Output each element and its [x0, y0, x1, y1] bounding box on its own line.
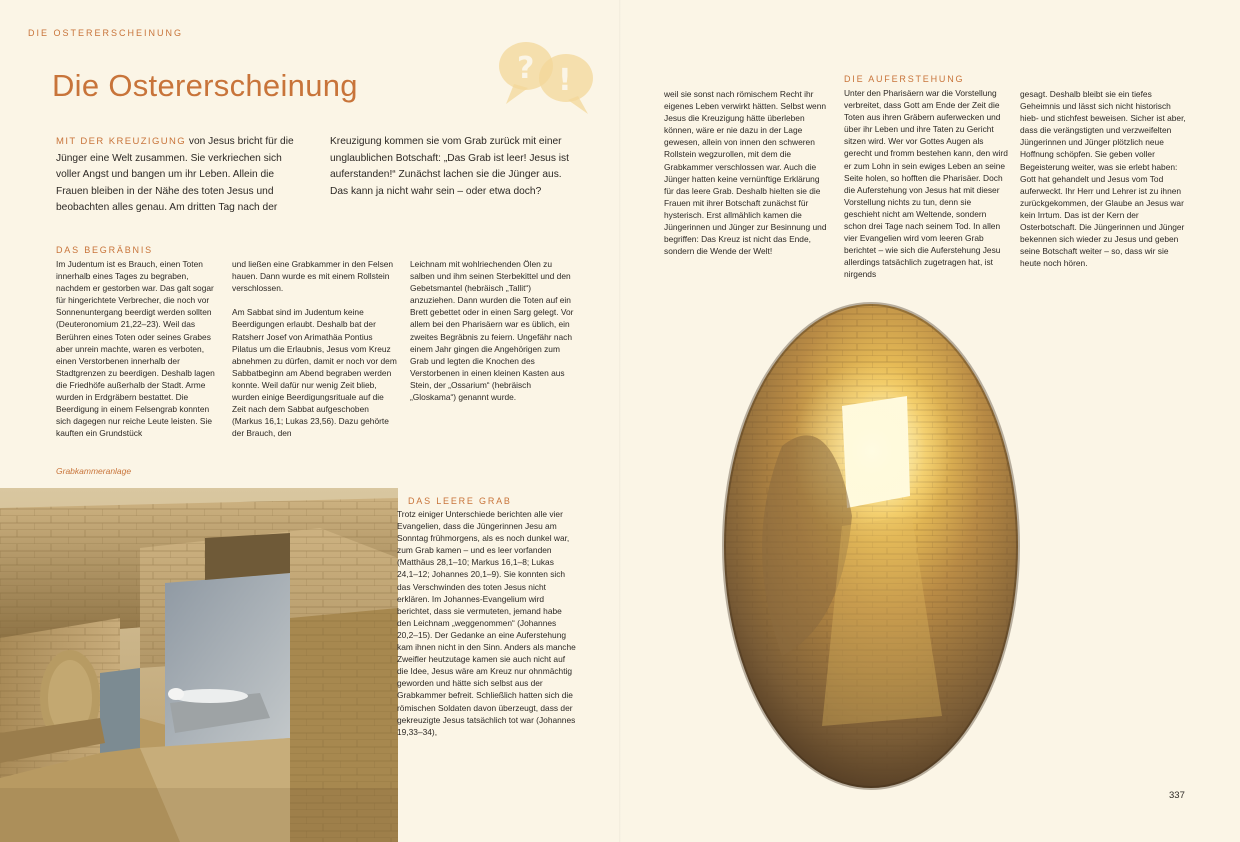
book-gutter [619, 0, 621, 842]
svg-text:!: ! [558, 63, 572, 98]
tomb-chamber-illustration [0, 488, 398, 842]
intro-col-2: Kreuzigung kommen sie vom Grab zurück mit einer unglaublichen Botschaft: „Das Grab ist leer! Jesus ist auferstanden!“ Zunächst lachen sie die Jünger aus. Das kann ja nicht wahr sein – oder etwa doch? [330, 136, 569, 197]
question-exclamation-bubbles-icon [488, 26, 606, 118]
page-number: 337 [1169, 790, 1185, 801]
burial-col-3: Leichnam mit wohlriechenden Ölen zu salben und ihm seinen Sterbekittel und den Gebetsmantel (hebräisch „Tallit“) anzuziehen. Dann wurden die Toten auf ein Brett gebettet oder in einen Sarg gelegt. Vor allem bei den Pharisäern war es üblich, ein zweites Begräbnis zu feiern. Ungefähr nach einem Jahr gingen die Angehörigen zum Grab und legten die Knochen des Verstorbenen in einen kleinen Kasten aus Stein, der „Ossarium“ (hebräisch „Gloskama“) genannt wurde. [410, 259, 574, 403]
intro-lead-in: MIT DER KREUZIGUNG [56, 136, 187, 147]
empty-tomb-round-illustration [722, 296, 1020, 794]
exclamation-bubble-icon [539, 54, 593, 114]
image-caption: Grabkammeranlage [56, 466, 132, 476]
burial-col-2: und ließen eine Grabkammer in den Felsen hauen. Dann wurde es mit einem Rollstein verschlossen. Am Sabbat sind im Judentum keine Beerdigungen erlaubt. Deshalb bat der Ratsherr Josef von Arimathäa Pontius Pilatus um die Erlaubnis, Jesus vom Kreuz abnehmen zu dürfen, damit er noch vor dem Sabbatbeginn am Abend begraben werden konnte. Weil dafür nur wenig Zeit blieb, wurden einige Beerdigungsrituale auf die Zeit nach dem Sabbat aufgeschoben (Markus 16,1; Lukas 23,56). Dazu gehörte der Brauch, den [232, 259, 397, 439]
burial-col-1: Im Judentum ist es Brauch, einen Toten innerhalb eines Tages zu begraben, nachdem er gestorben war. Das galt sogar für hingerichtete Verbrecher, die noch vor Sonnenuntergang beerdigt werden sollten (Deuteronomium 21,22–23). Weil das Berühren eines Toten oder seines Grabes aber unrein machte, waren es verboten, einen Verstorbenen innerhalb der Stadtgrenzen zu beerdigen. Deshalb lagen die Friedhöfe außerhalb der Stadt. Arme wurden in Erdgräbern bestattet. Die Beerdigung in einem Felsengrab konnten sich dagegen nur reiche Leute leisten. Sie kauften ein Grundstück [56, 259, 215, 439]
resurrection-col-1: Unter den Pharisäern war die Vorstellung verbreitet, dass Gott am Ende der Zeit die Toten aus ihren Gräbern auferwecken und über ihr Leben und ihre Taten zu Gericht sitzen wird. Wer vor Gottes Augen als gerecht und fromm bestehen kann, den wird er zum Lohn in sein ewiges Leben an seine Seite holen, so hofften die Pharisäer. Doch die Auferstehung von Jesus hat mit dieser Vorstellung nichts zu tun, denn sie geschieht nicht am Weltende, sondern schon drei Tage nach seinem Tod. In allen vier Evangelien wird vom leeren Grab berichtet – wie sich die Auferstehung Jesu allerdings tatsächlich zugetragen hat, ist nirgends [844, 88, 1008, 280]
burial-heading: DAS BEGRÄBNIS [56, 245, 153, 255]
intro-col-1 [56, 134, 304, 217]
right-page-col-1: weil sie sonst nach römischem Recht ihr eigenes Leben verwirkt hätten. Selbst wenn Jesus die Kreuzigung hätte überleben können, wäre er nie dazu in der Lage gewesen, allein von innen den schweren Rollstein wegzurollen, mit dem die Grabkammer verschlossen war. Auch die Jünger hatten keine vernünftige Erklärung für das leere Grab. Deshalb hielten sie die Frauen mit ihrer Botschaft zunächst für hysterisch. Erst allmählich kamen die Jüngerinnen und Jünger zur Besinnung und begriffen: Das Kreuz ist nicht das Ende, sondern die Wende der Welt! [664, 89, 827, 257]
svg-text:?: ? [517, 51, 535, 86]
empty-tomb-text: Trotz einiger Unterschiede berichten alle vier Evangelien, dass die Jüngerinnen Jesu am Sonntag frühmorgens, als es noch dunkel war, zum Grab kamen – und es leer vorfanden (Matthäus 28,1–10; Markus 16,1–8; Lukas 24,1–12; Johannes 20,1–9). Sie konnten sich das Verschwinden des toten Jesus nicht erklären. Im Johannes-Evangelium wird berichtet, dass sie vermuteten, jemand habe den Leichnam „weggenommen“ (Johannes 20,2–15). Der Gedanke an eine Auferstehung kam ihnen nicht in den Sinn. Anders als manche Zweifler heutzutage kamen sie auch nicht auf die Idee, Jesus wäre am Kreuz nur ohnmächtig geworden und hätte sich selbst aus der Grabkammer befreit. Schließlich hatten sich die römischen Soldaten davon überzeugt, dass der gekreuzigte Jesus tatsächlich tot war (Johannes 19,33–34), [397, 509, 576, 737]
page-title: Die Ostererscheinung [52, 68, 358, 103]
intro-text-1: von Jesus bricht für die Jünger eine Welt zusammen. Sie verkriechen sich voller Angst und bangen um ihr Leben. Allein die Frauen bleiben in der Nähe des toten Jesus und beobachten alles genau. Am dritten Tag nach der [56, 136, 294, 214]
resurrection-col-2: gesagt. Deshalb bleibt sie ein tiefes Geheimnis und lässt sich nicht historisch hieb- und stichfest beweisen. Sicher ist aber, dass die verängstigten und verzweifelten Jüngerinnen und Jünger plötzlich neue Hoffnung schöpfen. Sie geben voller Begeisterung weiter, was sie erlebt haben: Gott hat gehandelt und Jesus vom Tod auferweckt. Ihr Herr und Lehrer ist zu ihnen zurückgekommen, der Glaube an Jesus war kein Irrtum. Das ist der Kern der Osterbotschaft. Die Jüngerinnen und Jünger bekennen sich wieder zu Jesus und geben seine Botschaft weiter – so, dass wir sie heute noch hören. [1020, 89, 1186, 269]
resurrection-heading: DIE AUFERSTEHUNG [844, 74, 965, 84]
empty-tomb-heading: DAS LEERE GRAB [408, 496, 512, 506]
running-head: DIE OSTERERSCHEINUNG [28, 28, 184, 38]
